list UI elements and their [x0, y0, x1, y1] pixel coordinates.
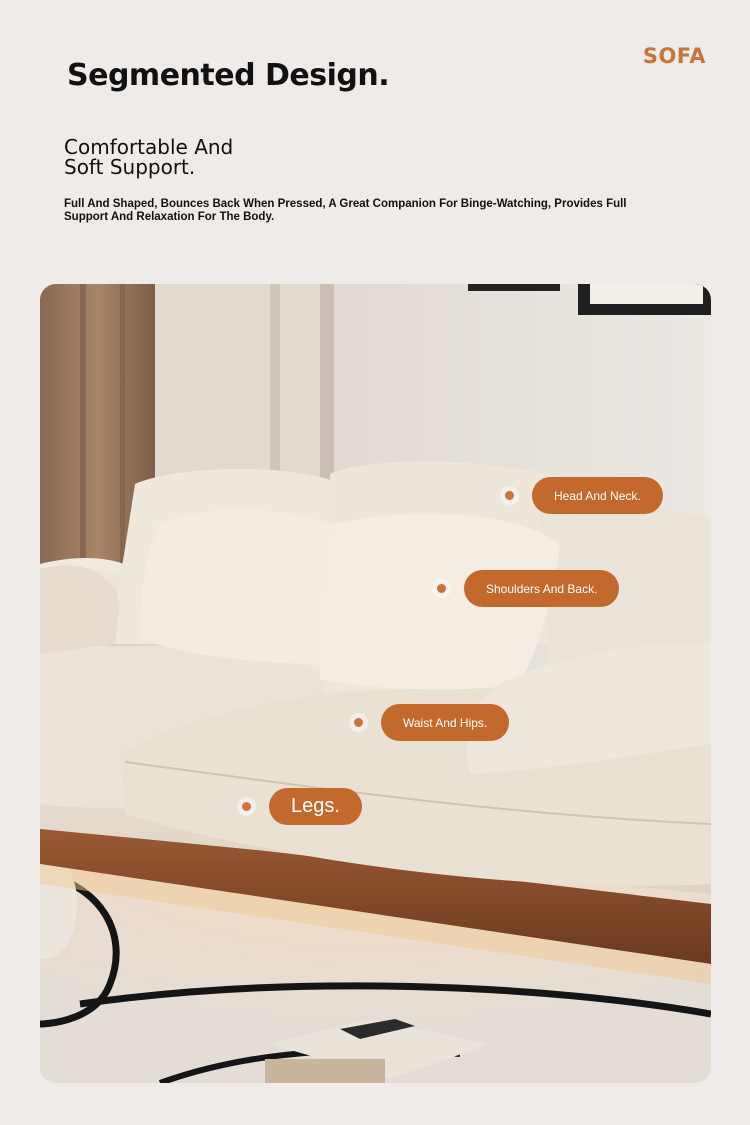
sofa-photo [40, 284, 711, 1083]
callout-label: Shoulders And Back. [464, 570, 619, 607]
callout-marker-icon[interactable] [435, 582, 448, 595]
callout-legs[interactable] [240, 788, 362, 825]
callout-marker-icon[interactable] [352, 716, 365, 729]
callout-label: Waist And Hips. [381, 704, 509, 741]
callout-label: Head And Neck. [532, 477, 663, 514]
section-subtitle: Comfortable And Soft Support. [64, 135, 234, 179]
section-title: Segmented Design. [67, 58, 390, 93]
callout-marker-icon[interactable] [503, 489, 516, 502]
callout-label: Legs. [269, 788, 362, 825]
callout-marker-icon[interactable] [240, 800, 253, 813]
callout-shoulders-and-back[interactable] [435, 570, 619, 607]
callout-waist-and-hips[interactable] [352, 704, 509, 741]
callout-head-and-neck[interactable] [503, 477, 663, 514]
section-description: Full And Shaped, Bounces Back When Pressed, A Great Companion For Binge-Watching, Provides Full Support And Relaxation For The Body. [64, 198, 627, 223]
brand-label: SOFA [642, 44, 706, 68]
